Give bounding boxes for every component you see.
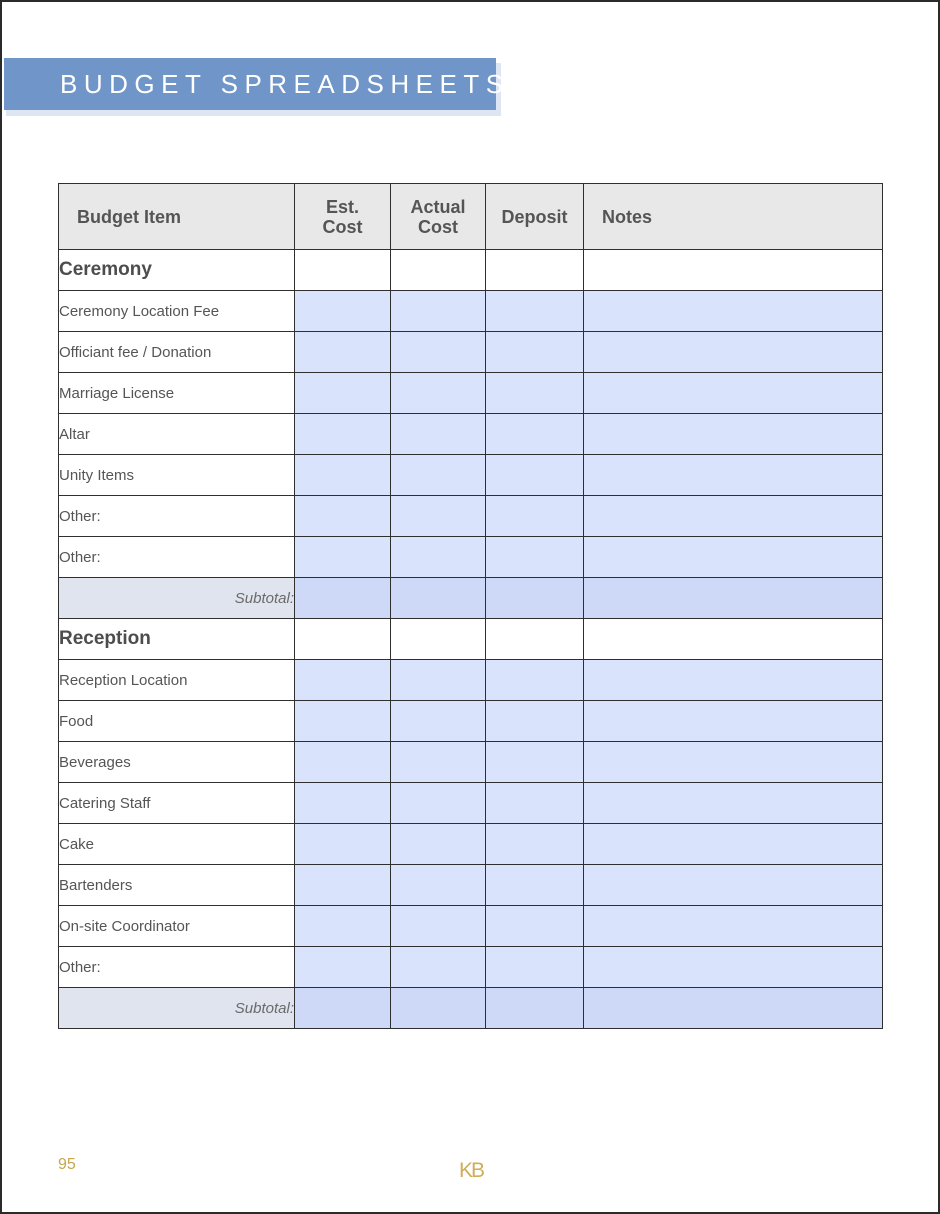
section-blank-deposit (486, 619, 584, 660)
budget-item-label: Altar (59, 414, 295, 455)
est-cost-input[interactable] (295, 414, 391, 455)
est-cost-input[interactable] (295, 455, 391, 496)
deposit-input[interactable] (486, 783, 584, 824)
page-number: 95 (58, 1156, 76, 1173)
notes-input[interactable] (584, 865, 883, 906)
header-actual-cost-line2: Cost (418, 216, 458, 237)
actual-cost-input[interactable] (391, 373, 486, 414)
budget-item-label: Reception Location (59, 660, 295, 701)
header-budget-item: Budget Item (59, 184, 295, 250)
table-row (59, 496, 883, 537)
est-cost-input[interactable] (295, 783, 391, 824)
est-cost-input[interactable] (295, 496, 391, 537)
table-row (59, 660, 883, 701)
actual-cost-input[interactable] (391, 701, 486, 742)
table-row (59, 414, 883, 455)
header-actual-cost-line1: Actual (410, 196, 466, 217)
section-blank-notes (584, 619, 883, 660)
table-row (59, 865, 883, 906)
deposit-input[interactable] (486, 373, 584, 414)
table-row (59, 906, 883, 947)
table-row (59, 742, 883, 783)
actual-cost-input[interactable] (391, 414, 486, 455)
notes-input[interactable] (584, 291, 883, 332)
est-cost-input[interactable] (295, 660, 391, 701)
actual-cost-input[interactable] (391, 455, 486, 496)
section-title: Ceremony (59, 250, 295, 291)
section-row-ceremony (59, 250, 883, 291)
budget-item-label: Other: (59, 537, 295, 578)
actual-cost-input[interactable] (391, 332, 486, 373)
subtotal-est-cost-input[interactable] (295, 578, 391, 619)
actual-cost-input[interactable] (391, 865, 486, 906)
subtotal-notes-input[interactable] (584, 578, 883, 619)
kb-logo: KB (459, 1159, 484, 1182)
section-blank-deposit (486, 250, 584, 291)
actual-cost-input[interactable] (391, 742, 486, 783)
notes-input[interactable] (584, 373, 883, 414)
deposit-input[interactable] (486, 906, 584, 947)
notes-input[interactable] (584, 660, 883, 701)
deposit-input[interactable] (486, 291, 584, 332)
budget-item-label: Officiant fee / Donation (59, 332, 295, 373)
est-cost-input[interactable] (295, 865, 391, 906)
subtotal-est-cost-input[interactable] (295, 988, 391, 1029)
table-row (59, 701, 883, 742)
subtotal-notes-input[interactable] (584, 988, 883, 1029)
notes-input[interactable] (584, 414, 883, 455)
deposit-input[interactable] (486, 947, 584, 988)
deposit-input[interactable] (486, 537, 584, 578)
section-row-reception (59, 619, 883, 660)
header-actual-cost (391, 184, 486, 250)
subtotal-actual-cost-input[interactable] (391, 578, 486, 619)
deposit-input[interactable] (486, 824, 584, 865)
deposit-input[interactable] (486, 455, 584, 496)
budget-item-label: Bartenders (59, 865, 295, 906)
est-cost-input[interactable] (295, 906, 391, 947)
subtotal-deposit-input[interactable] (486, 578, 584, 619)
table-row (59, 824, 883, 865)
table-row (59, 947, 883, 988)
budget-item-label: Ceremony Location Fee (59, 291, 295, 332)
section-blank-actual-cost (391, 250, 486, 291)
table-row (59, 373, 883, 414)
section-blank-est-cost (295, 250, 391, 291)
notes-input[interactable] (584, 701, 883, 742)
subtotal-label: Subtotal: (59, 578, 295, 619)
subtotal-row (59, 988, 883, 1029)
title-banner (4, 58, 510, 110)
est-cost-input[interactable] (295, 537, 391, 578)
est-cost-input[interactable] (295, 332, 391, 373)
notes-input[interactable] (584, 496, 883, 537)
notes-input[interactable] (584, 742, 883, 783)
header-est-cost-line2: Cost (322, 216, 363, 237)
section-blank-notes (584, 250, 883, 291)
actual-cost-input[interactable] (391, 660, 486, 701)
notes-input[interactable] (584, 455, 883, 496)
est-cost-input[interactable] (295, 701, 391, 742)
actual-cost-input[interactable] (391, 496, 486, 537)
actual-cost-input[interactable] (391, 537, 486, 578)
table-header-row (59, 184, 883, 250)
header-notes: Notes (584, 184, 883, 250)
deposit-input[interactable] (486, 742, 584, 783)
notes-input[interactable] (584, 906, 883, 947)
table-row (59, 455, 883, 496)
section-blank-est-cost (295, 619, 391, 660)
budget-item-label: Other: (59, 947, 295, 988)
subtotal-deposit-input[interactable] (486, 988, 584, 1029)
budget-item-label: Beverages (59, 742, 295, 783)
table-row (59, 537, 883, 578)
deposit-input[interactable] (486, 332, 584, 373)
budget-item-label: On-site Coordinator (59, 906, 295, 947)
actual-cost-input[interactable] (391, 783, 486, 824)
actual-cost-input[interactable] (391, 291, 486, 332)
budget-item-label: Catering Staff (59, 783, 295, 824)
deposit-input[interactable] (486, 414, 584, 455)
deposit-input[interactable] (486, 660, 584, 701)
section-blank-actual-cost (391, 619, 486, 660)
notes-input[interactable] (584, 824, 883, 865)
actual-cost-input[interactable] (391, 906, 486, 947)
budget-item-label: Other: (59, 496, 295, 537)
est-cost-input[interactable] (295, 742, 391, 783)
table-row (59, 291, 883, 332)
header-deposit: Deposit (486, 184, 584, 250)
subtotal-label: Subtotal: (59, 988, 295, 1029)
actual-cost-input[interactable] (391, 947, 486, 988)
est-cost-input[interactable] (295, 291, 391, 332)
budget-table-body (59, 250, 883, 1029)
deposit-input[interactable] (486, 865, 584, 906)
subtotal-actual-cost-input[interactable] (391, 988, 486, 1029)
budget-item-label: Food (59, 701, 295, 742)
budget-item-label: Unity Items (59, 455, 295, 496)
deposit-input[interactable] (486, 496, 584, 537)
page-title: BUDGET SPREADSHEETS (60, 68, 510, 99)
header-est-cost (295, 184, 391, 250)
section-title: Reception (59, 619, 295, 660)
notes-input[interactable] (584, 537, 883, 578)
actual-cost-input[interactable] (391, 824, 486, 865)
notes-input[interactable] (584, 783, 883, 824)
budget-item-label: Cake (59, 824, 295, 865)
est-cost-input[interactable] (295, 947, 391, 988)
budget-table (58, 183, 883, 1029)
deposit-input[interactable] (486, 701, 584, 742)
est-cost-input[interactable] (295, 373, 391, 414)
notes-input[interactable] (584, 947, 883, 988)
budget-item-label: Marriage License (59, 373, 295, 414)
est-cost-input[interactable] (295, 824, 391, 865)
table-row (59, 783, 883, 824)
notes-input[interactable] (584, 332, 883, 373)
header-est-cost-line1: Est. (325, 196, 359, 217)
subtotal-row (59, 578, 883, 619)
table-row (59, 332, 883, 373)
